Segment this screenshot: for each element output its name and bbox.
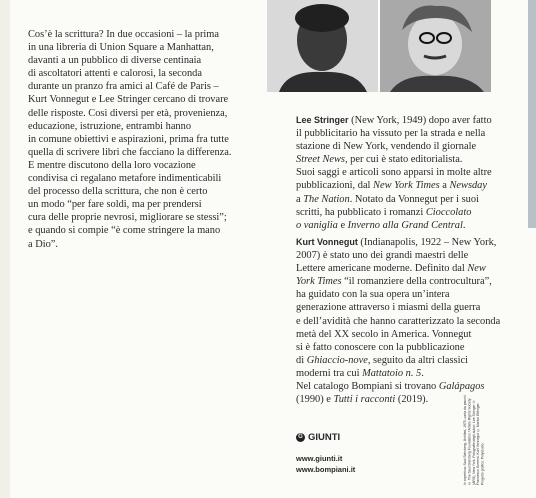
blurb-line: davanti a un pubblico di diverse centinaia bbox=[28, 55, 202, 67]
bio-line bbox=[296, 153, 518, 166]
blurb-line: cura delle proprie nevrosi, migliorare se stessi”; bbox=[28, 212, 227, 224]
bio-text: di bbox=[296, 354, 307, 366]
portrait-stringer-icon bbox=[267, 0, 378, 92]
bio-text: pubblicazioni, dal bbox=[296, 180, 374, 192]
back-cover-blurb bbox=[28, 28, 266, 251]
spine-edge bbox=[528, 0, 536, 228]
bio-title: York Times bbox=[296, 276, 342, 288]
bio-line bbox=[296, 206, 518, 219]
lee-stringer-photo bbox=[267, 0, 378, 92]
blurb-line: in comune obiettivi e aspirazioni, prima fra tutte bbox=[28, 133, 229, 145]
bio-line bbox=[296, 275, 518, 288]
bio-line bbox=[296, 114, 518, 127]
blurb-line: di ascoltatori attenti e calorosi, la seconda bbox=[28, 68, 202, 80]
bio-line bbox=[296, 315, 518, 328]
bio-line bbox=[296, 367, 518, 380]
bio-text: . Notato da Vonnegut per i suoi bbox=[349, 193, 479, 205]
bio-title: Tutti i racconti bbox=[333, 394, 396, 406]
bio-text: Suoi saggi e articoli sono apparsi in molte altre bbox=[296, 167, 492, 179]
bio-text: Nel catalogo Bompiani si trovano bbox=[296, 381, 439, 393]
bio-text: . bbox=[462, 219, 466, 231]
bio-text: a bbox=[439, 180, 450, 192]
bio-text: 2007) è stato uno dei grandi maestri delle bbox=[296, 250, 469, 262]
blurb-line: in una libreria di Union Square a Manhattan, bbox=[28, 42, 214, 54]
bio-text: (1990) e bbox=[296, 394, 334, 406]
bio-title: Galápagos bbox=[438, 381, 485, 393]
blurb-line: durante un pranzo fra amici al Café de Paris – bbox=[28, 81, 219, 93]
bio-line bbox=[296, 140, 518, 153]
bio-lee-stringer bbox=[296, 114, 518, 232]
bio-text: , seguito da altri classici bbox=[367, 354, 468, 366]
bio-text: (New York, 1949) dopo aver fatto bbox=[348, 115, 492, 126]
bio-text: e bbox=[337, 219, 348, 231]
bio-title: The Nation bbox=[303, 193, 350, 205]
bio-line bbox=[296, 328, 518, 341]
bio-title: Cioccolato bbox=[425, 206, 472, 218]
blurb-line: delle risposte. Così diversi per età, provenienza, bbox=[28, 107, 228, 119]
bio-line bbox=[296, 219, 518, 232]
bio-text: (Indianapolis, 1922 – New York, bbox=[357, 237, 497, 248]
bio-line bbox=[296, 288, 518, 301]
bio-text: metà del XX secolo in America. Vonnegut bbox=[296, 328, 472, 340]
bio-line bbox=[296, 127, 518, 140]
bio-line bbox=[296, 301, 518, 314]
bio-title: o vaniglia bbox=[296, 219, 338, 231]
bio-text: generazione attraverso i miasmi della guerra bbox=[296, 302, 481, 314]
blurb-line: a Dio”. bbox=[28, 238, 59, 250]
bio-line bbox=[296, 179, 518, 192]
bio-line bbox=[296, 262, 518, 275]
url-giunti[interactable]: www.giunti.it bbox=[296, 454, 343, 463]
bio-text: scritti, ha pubblicato i romanzi bbox=[296, 206, 426, 218]
bio-text: moderni tra cui bbox=[296, 367, 363, 379]
bio-text: , per cui è stato editorialista. bbox=[344, 154, 463, 166]
blurb-line: Kurt Vonnegut e Lee Stringer cercano di trovare bbox=[28, 94, 229, 106]
blurb-line: un modo “per fare soldi, ma per prendersi bbox=[28, 199, 202, 211]
bio-text: Lettere americane moderne. Definito dal bbox=[296, 263, 468, 275]
bio-kurt-vonnegut bbox=[296, 236, 518, 406]
bio-line bbox=[296, 249, 518, 262]
bio-title: Newsday bbox=[449, 180, 487, 192]
bio-title: New York Times bbox=[373, 180, 440, 192]
publisher-urls bbox=[296, 453, 355, 475]
bio-line bbox=[296, 193, 518, 206]
bio-line bbox=[296, 354, 518, 367]
credits-text: In copertina: Saul Steinberg, Untitled, 1975, carta da pacchi. © The Saul Steinberg Foundation / Artists Rights Society (ARS), New York. Fotografie degli autori: Lee Stringer © Francesco Sorrenti. Kurt Vonnegut © Marion Ettlinger. Progetto grafico: Polystudio. bbox=[463, 394, 485, 485]
blurb-line: e quando si compie “è come stringere la mano bbox=[28, 225, 221, 237]
blurb-line: educazione, istruzione, entrambi hanno bbox=[28, 120, 192, 132]
bio-text: (2019). bbox=[395, 394, 429, 406]
bio-text: a bbox=[296, 193, 304, 205]
bio-title: Mattatoio n. 5 bbox=[362, 367, 422, 379]
publisher-logo bbox=[296, 432, 340, 443]
bio-line bbox=[296, 341, 518, 354]
giunti-logo-icon: G bbox=[296, 433, 305, 442]
blurb-line: del processo della scrittura, che non è certo bbox=[28, 186, 208, 198]
bio-text: e dell’avidità che hanno caratterizzato la seconda bbox=[296, 315, 501, 327]
publisher-name: GIUNTI bbox=[308, 432, 341, 443]
author-name: Lee Stringer bbox=[296, 115, 349, 125]
bio-text: stazione di New York, vendendo il giornale bbox=[296, 141, 477, 153]
bio-text: . bbox=[421, 367, 424, 379]
bio-title: New bbox=[467, 263, 486, 275]
bio-title: Inverno alla Grand Central bbox=[347, 219, 463, 231]
cover-credits bbox=[463, 390, 513, 485]
bio-line bbox=[296, 166, 518, 179]
kurt-vonnegut-photo bbox=[380, 0, 491, 92]
cover-edge bbox=[0, 0, 10, 498]
bio-text: il pubblicitario ha vissuto per la strada e nella bbox=[296, 128, 486, 140]
portrait-vonnegut-icon bbox=[380, 0, 491, 92]
bio-title: Street News bbox=[296, 154, 345, 166]
bio-line bbox=[296, 236, 518, 249]
bio-text: ha guidato con la sua opera un’intera bbox=[296, 289, 450, 301]
blurb-line: E mentre discutono della loro vocazione bbox=[28, 159, 196, 171]
blurb-line: condivisa ci regalano metafore indimenticabili bbox=[28, 173, 222, 185]
bio-title: Ghiaccio-nove bbox=[306, 354, 368, 366]
blurb-line: quella di scrivere libri che facciano la differenza. bbox=[28, 146, 232, 158]
author-name: Kurt Vonnegut bbox=[296, 237, 358, 247]
blurb-line: Cos’è la scrittura? In due occasioni – la prima bbox=[28, 29, 220, 40]
bio-text: si è fatto conoscere con la pubblicazione bbox=[296, 341, 465, 353]
url-bompiani[interactable]: www.bompiani.it bbox=[296, 465, 356, 474]
bio-text: “il romanziere della controcultura”, bbox=[341, 276, 492, 288]
